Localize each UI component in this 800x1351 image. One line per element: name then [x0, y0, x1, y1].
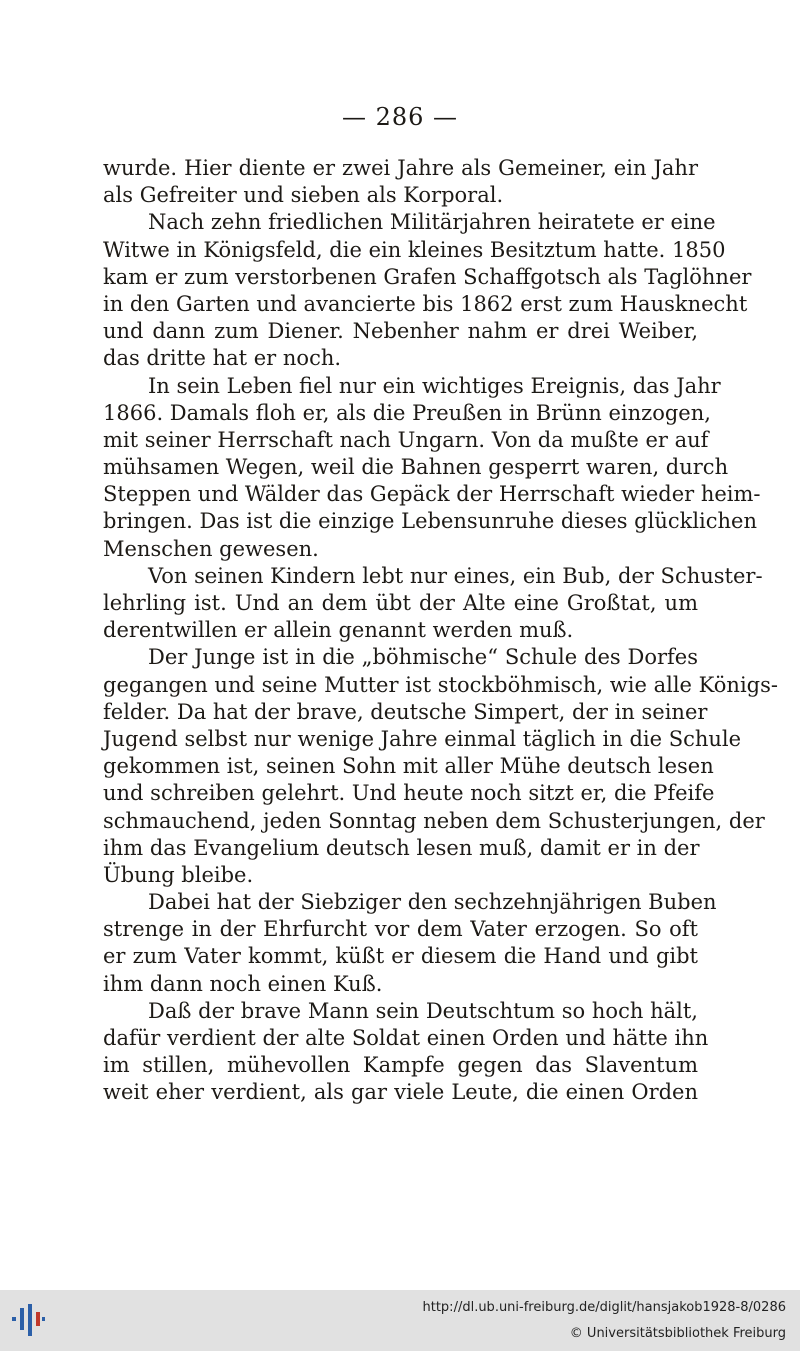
text-line: er zum Vater kommt, küßt er diesem die Hand und gibt: [103, 944, 698, 969]
text-line: weit eher verdient, als gar viele Leute, die einen Orden: [103, 1080, 698, 1105]
body-text: [103, 155, 778, 1107]
text-line: Steppen und Wälder das Gepäck der Herrschaft wieder heim-: [103, 482, 761, 507]
text-line: schmauchend, jeden Sonntag neben dem Schusterjungen, der: [103, 808, 765, 833]
text-line: lehrling ist. Und an dem übt der Alte eine Großtat, um: [103, 591, 698, 615]
paragraph: [103, 373, 761, 563]
text-line: bringen. Das ist die einzige Lebensunruhe dieses glücklichen: [103, 509, 758, 534]
paragraph: [103, 155, 698, 209]
text-line: in den Garten und avancierte bis 1862 erst zum Hausknecht: [103, 291, 748, 316]
text-line: als Gefreiter und sieben als Korporal.: [103, 183, 504, 208]
paragraph: [103, 563, 763, 645]
text-line: derentwillen er allein genannt werden muß.: [103, 618, 574, 643]
ub-freiburg-logo-icon[interactable]: [10, 1302, 46, 1338]
paragraph: [103, 998, 709, 1107]
text-line: Menschen gewesen.: [103, 536, 319, 561]
text-line: mit seiner Herrschaft nach Ungarn. Von da mußte er auf: [103, 427, 709, 452]
text-line: Dabei hat der Siebziger den sechzehnjährigen Buben: [148, 890, 717, 915]
text-line: das dritte hat er noch.: [103, 346, 342, 371]
text-line: und dann zum Diener. Nebenher nahm er drei Weiber,: [103, 319, 698, 344]
text-line: Der Junge ist in die „böhmische“ Schule des Dorfes: [148, 645, 698, 670]
text-line: dafür verdient der alte Soldat einen Orden und hätte ihn: [103, 1026, 709, 1050]
text-line: Daß der brave Mann sein Deutschtum so hoch hält,: [148, 998, 698, 1023]
page-number: — 286 —: [341, 103, 459, 131]
text-line: wurde. Hier diente er zwei Jahre als Gemeiner, ein Jahr: [103, 156, 698, 180]
text-line: Übung bleibe.: [103, 862, 254, 887]
text-line: ihm das Evangelium deutsch lesen muß, damit er in der: [103, 835, 700, 860]
text-line: Witwe in Königsfeld, die ein kleines Besitztum hatte. 1850: [103, 237, 726, 262]
paragraph: [103, 644, 778, 889]
paragraph: [103, 889, 717, 998]
text-line: Nach zehn friedlichen Militärjahren heiratete er eine: [148, 210, 716, 235]
text-line: gekommen ist, seinen Sohn mit aller Mühe deutsch lesen: [103, 754, 714, 779]
paragraph: [103, 209, 752, 372]
text-line: felder. Da hat der brave, deutsche Simpert, der in seiner: [103, 699, 708, 724]
text-line: strenge in der Ehrfurcht vor dem Vater erzogen. So oft: [103, 917, 698, 942]
permalink-url[interactable]: http://dl.ub.uni-freiburg.de/diglit/hansjakob1928-8/0286: [422, 1300, 786, 1315]
text-line: In sein Leben fiel nur ein wichtiges Ereignis, das Jahr: [148, 373, 721, 398]
text-line: Jugend selbst nur wenige Jahre einmal täglich in die Schule: [103, 726, 742, 751]
text-line: 1866. Damals floh er, als die Preußen in Brünn einzogen,: [103, 400, 711, 425]
text-line: Von seinen Kindern lebt nur eines, ein Bub, der Schuster-: [148, 563, 763, 588]
copyright-notice: © Universitätsbibliothek Freiburg: [569, 1326, 786, 1341]
text-line: ihm dann noch einen Kuß.: [103, 971, 383, 996]
text-line: kam er zum verstorbenen Grafen Schaffgotsch als Taglöhner: [103, 264, 752, 289]
text-line: gegangen und seine Mutter ist stockböhmisch, wie alle Königs-: [103, 672, 778, 697]
viewer-footer: [0, 1290, 800, 1351]
text-line: und schreiben gelehrt. Und heute noch sitzt er, die Pfeife: [103, 781, 715, 806]
text-line: im stillen, mühevollen Kampfe gegen das Slaventum: [103, 1053, 698, 1078]
text-line: mühsamen Wegen, weil die Bahnen gesperrt waren, durch: [103, 455, 729, 480]
